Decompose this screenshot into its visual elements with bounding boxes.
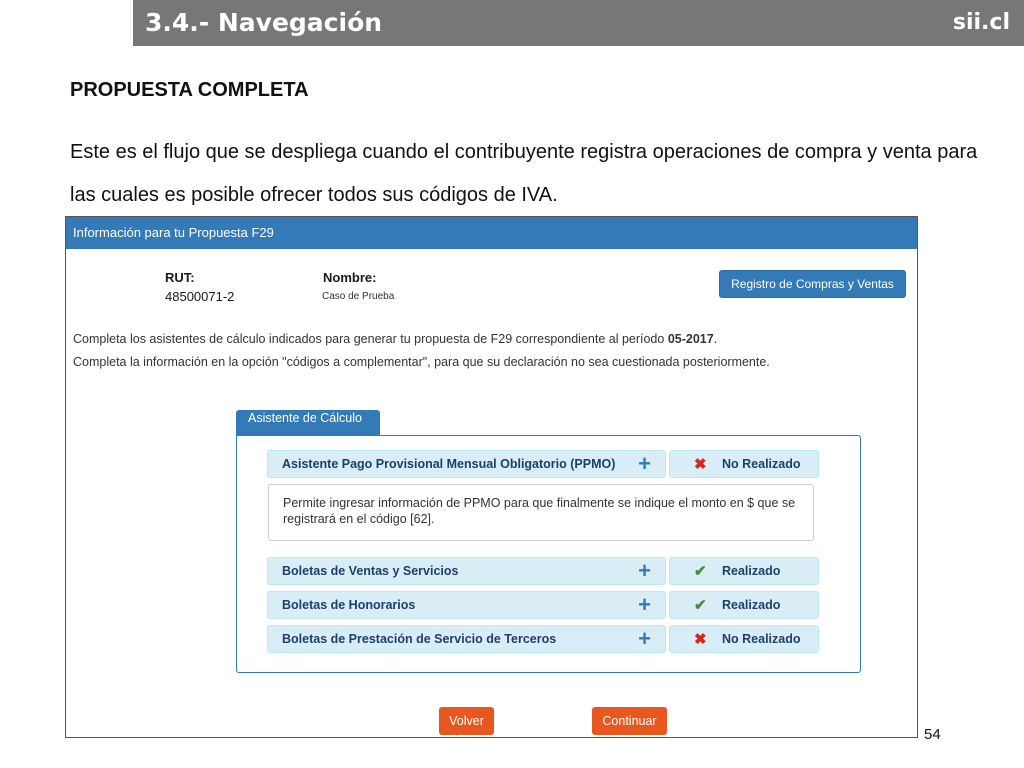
page-number: 54 [924, 726, 941, 743]
asistente-item-boletas-terceros[interactable] [267, 625, 666, 653]
period-value: 05-2017 [667, 332, 714, 346]
rut-label: RUT: [165, 270, 195, 285]
asistente-item-label: Boletas de Ventas y Servicios [282, 564, 459, 578]
continuar-button[interactable]: Continuar [592, 707, 667, 735]
complement-message: Completa la información en la opción "códigos a complementar", para que su declaración no sea cuestionada posteriormente. [73, 355, 770, 369]
instructions-suffix: . [713, 332, 718, 346]
plus-icon[interactable]: + [638, 451, 651, 476]
asistente-item-label: Boletas de Honorarios [282, 598, 416, 612]
propuesta-panel [65, 216, 918, 738]
slide-title: 3.4.- Navegación [145, 8, 383, 37]
panel-header: Información para tu Propuesta F29 [66, 217, 917, 249]
brand-logo: sii.cl [952, 10, 1010, 35]
slide-title-bar [133, 0, 1024, 46]
asistente-item-boletas-honorarios[interactable] [267, 591, 666, 619]
nombre-value: Caso de Prueba [322, 291, 395, 302]
cross-icon: ✖ [694, 456, 707, 473]
registro-compras-ventas-button[interactable]: Registro de Compras y Ventas [719, 270, 906, 298]
asistente-box [236, 435, 861, 673]
instructions-prefix: Completa los asistentes de cálculo indicados para generar tu propuesta de F29 correspondiente al período [73, 332, 668, 346]
intro-text: Este es el flujo que se despliega cuando el contribuyente registra operaciones de compra y venta para las cuales es posible ofrecer todos sus códigos de IVA. [70, 141, 978, 206]
nombre-label: Nombre: [323, 270, 377, 285]
plus-icon[interactable]: + [638, 626, 651, 651]
asistente-item-boletas-ventas[interactable] [267, 557, 666, 585]
status-badge [669, 625, 819, 653]
asistente-row-ppmo [267, 450, 819, 478]
asistente-item-label: Boletas de Prestación de Servicio de Terceros [282, 632, 557, 646]
ppmo-description: Permite ingresar información de PPMO para que finalmente se indique el monto en $ que se registrará en el código [62]. [268, 484, 814, 541]
check-icon: ✔ [694, 563, 707, 580]
status-text: Realizado [722, 598, 781, 612]
asistente-row-boletas-honorarios [267, 591, 819, 619]
status-badge [669, 450, 819, 478]
status-badge [669, 591, 819, 619]
cross-icon: ✖ [694, 631, 707, 648]
status-text: No Realizado [722, 457, 801, 471]
tab-asistente-calculo[interactable]: Asistente de Cálculo [236, 410, 380, 435]
volver-button[interactable]: Volver [439, 707, 494, 735]
section-heading: PROPUESTA COMPLETA [70, 79, 309, 101]
asistente-item-ppmo[interactable] [267, 450, 666, 478]
instructions-message [73, 332, 717, 346]
asistente-item-label: Asistente Pago Provisional Mensual Obligatorio (PPMO) [282, 457, 616, 471]
check-icon: ✔ [694, 597, 707, 614]
plus-icon[interactable]: + [638, 558, 651, 583]
status-text: Realizado [722, 564, 781, 578]
rut-value: 48500071-2 [165, 289, 235, 304]
plus-icon[interactable]: + [638, 592, 651, 617]
status-text: No Realizado [722, 632, 801, 646]
asistente-row-boletas-terceros [267, 625, 819, 653]
asistente-row-boletas-ventas [267, 557, 819, 585]
status-badge [669, 557, 819, 585]
